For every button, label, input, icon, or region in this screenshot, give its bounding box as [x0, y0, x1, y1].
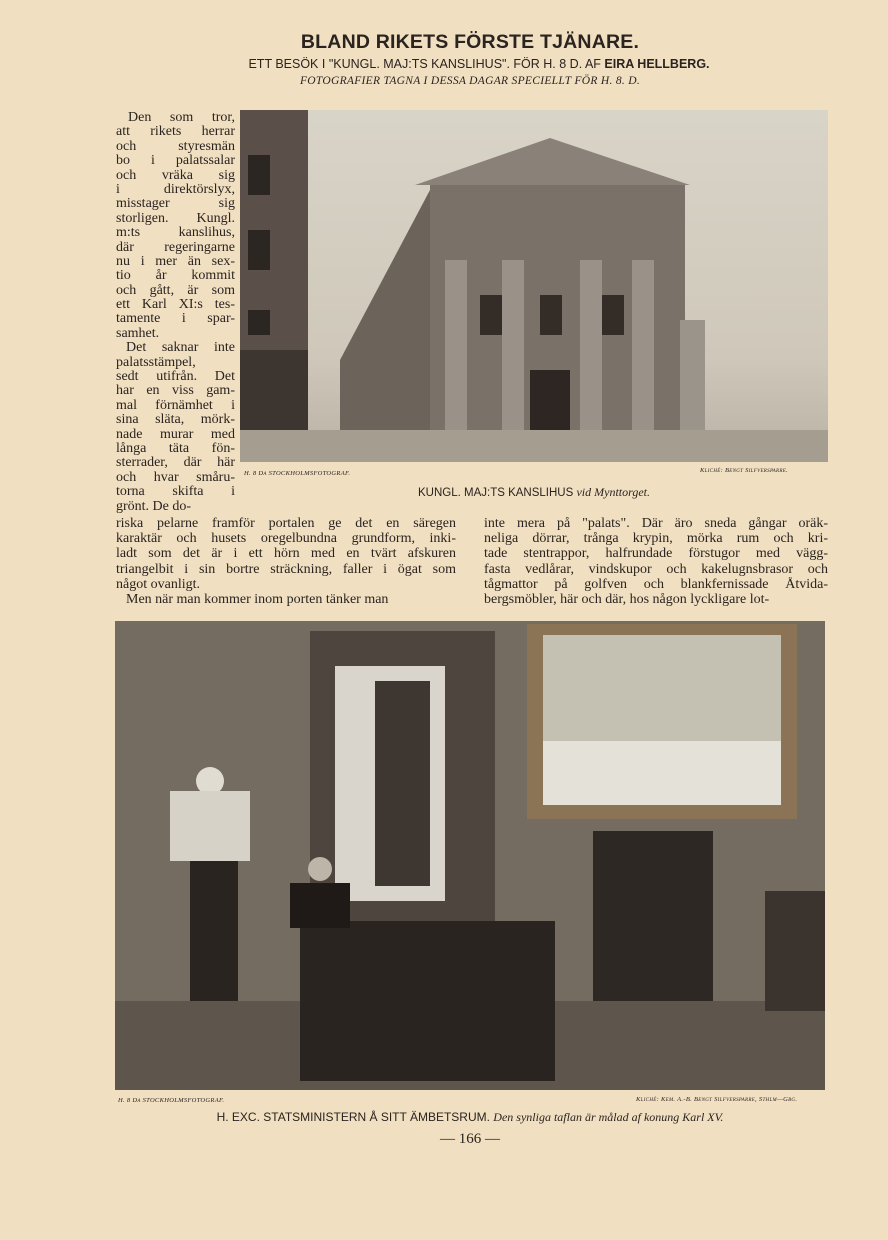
- text-line: i direktörslyx,: [116, 182, 235, 197]
- figure-caption: [240, 485, 828, 500]
- subtitle-text: ETT BESÖK I "KUNGL. MAJ:TS KANSLIHUS". FÖR H. 8 D. AF: [248, 57, 605, 71]
- text-line: triangelbit i sin bortre sträckning, faller i ögat som: [116, 561, 456, 577]
- caption-text: KUNGL. MAJ:TS KANSLIHUS: [417, 487, 577, 499]
- text-line: Den som tror,: [128, 111, 235, 125]
- kanslihus-photo: [240, 110, 828, 462]
- text-line: tamente i spar-: [116, 312, 235, 327]
- photographer-credit-2: H. 8 Da STOCKHOLMSFOTOGRAF.: [118, 1097, 225, 1104]
- text-line: sedt utifrån. Det: [116, 370, 235, 385]
- text-line: bergsmöbler, här och där, hos någon lyckligare lot-: [484, 591, 770, 607]
- article-subtitle: [0, 57, 888, 71]
- body-column-right: [484, 516, 828, 607]
- text-line: Det saknar inte: [126, 341, 235, 356]
- text-line: samhet.: [116, 326, 160, 341]
- text-line: misstager sig: [116, 197, 235, 212]
- text-line: ett Karl XI:s tes-: [116, 298, 235, 313]
- text-line: ladt som det är i ett hörn med en tvärt afskuren: [116, 546, 456, 562]
- author-name: EIRA HELLBERG.: [604, 57, 710, 71]
- text-line: och gått, är som: [116, 283, 235, 298]
- text-line: tade stentrappor, halfrundade förstugor med vägg-: [484, 546, 828, 562]
- text-line: har en viss gam-: [116, 384, 235, 399]
- text-line: storligen. Kungl.: [116, 211, 235, 226]
- text-line: fasta vedlårar, vindskupor och kakelugnsbrasor och: [484, 561, 828, 577]
- text-line: tågmattor på golfven och blankfernissade Åtvida-: [484, 576, 828, 592]
- page-number: — 166 —: [440, 1131, 500, 1147]
- text-line: mal förnämhet i: [116, 398, 235, 413]
- text-line: neliga dörrar, trånga krypin, mörka rum och kri-: [484, 531, 828, 547]
- photographer-credit: H. 8 Da STOCKHOLMSFOTOGRAF.: [244, 470, 351, 477]
- text-line: där regeringarne: [116, 240, 235, 255]
- caption-italic: vid Mynttorget.: [576, 485, 651, 499]
- kanslihus-building-image: [240, 110, 828, 462]
- figure-caption-2: [115, 1110, 825, 1125]
- text-line: palatsstämpel,: [116, 355, 196, 370]
- text-line: något ovanligt.: [116, 576, 200, 592]
- body-column-left: [116, 516, 456, 607]
- text-line: nu i mer än sex-: [116, 254, 235, 269]
- text-line: Men när man kommer inom porten tänker man: [126, 591, 389, 607]
- office-photo: [115, 621, 825, 1090]
- text-line: inte mera på "palats". Där äro sneda gångar oräk-: [484, 516, 828, 531]
- text-line: tio år kommit: [116, 269, 235, 284]
- text-line: att rikets herrar: [116, 125, 235, 140]
- text-line: riska pelarne framför portalen ge det en säregen: [116, 516, 456, 531]
- cliche-credit-2: Kliché: Kem. A.-B. Bengt Silfversparre, Sthlm—Gbg.: [636, 1096, 798, 1103]
- text-line: grönt. De do-: [116, 499, 192, 514]
- text-line: och styresmän: [116, 139, 235, 154]
- article-title: BLAND RIKETS FÖRSTE TJÄNARE.: [300, 31, 640, 53]
- left-text-column: [116, 111, 235, 514]
- text-line: karaktär och husets oregelbundna grundform, inki-: [116, 531, 456, 547]
- caption-italic-2: Den synliga taflan är målad af konung Karl XV.: [493, 1110, 724, 1124]
- text-line: och vräka sig: [116, 168, 235, 183]
- office-interior-image: [115, 621, 825, 1090]
- text-line: bo i palatssalar: [116, 154, 235, 169]
- text-line: långa täta fön-: [116, 441, 235, 456]
- caption-text-2: H. EXC. STATSMINISTERN Å SITT ÄMBETSRUM.: [216, 1110, 494, 1124]
- photo-note: FOTOGRAFIER TAGNA I DESSA DAGAR SPECIELLT FÖR H. 8. D.: [299, 75, 641, 87]
- cliche-credit: Kliché: Bengt Silfversparre.: [700, 467, 789, 474]
- text-line: sina släta, mörk-: [116, 413, 235, 428]
- text-line: m:ts kanslihus,: [116, 226, 235, 241]
- text-line: nade murar med: [116, 427, 235, 442]
- text-line: och hvar småru-: [116, 470, 235, 485]
- text-line: torna skifta i: [116, 485, 235, 500]
- text-line: sterrader, där här: [116, 456, 235, 471]
